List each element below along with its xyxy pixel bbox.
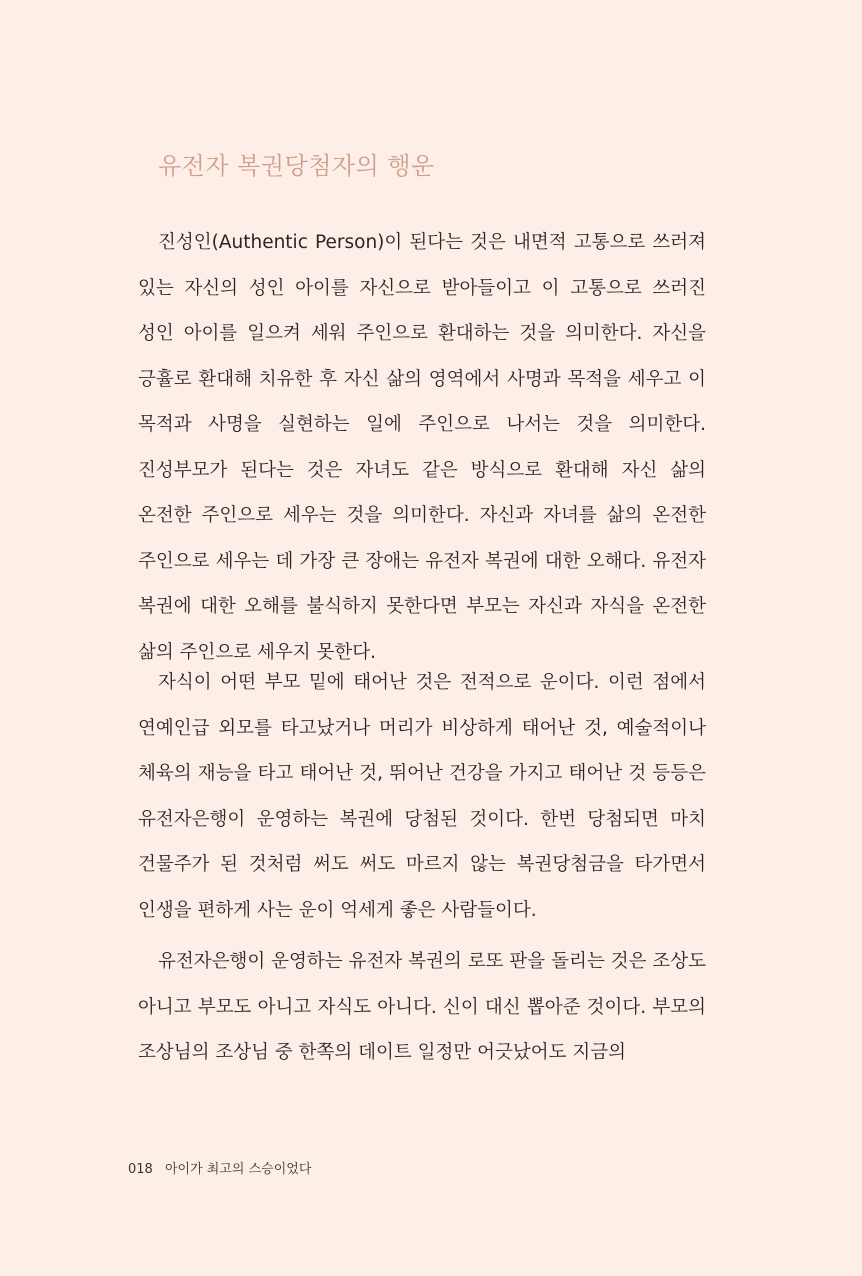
page-number: 018 bbox=[128, 1162, 153, 1177]
body-paragraph-3: 유전자은행이 운영하는 유전자 복권의 로또 판을 돌리는 것은 조상도 아니고 부모도 아니고 자식도 아니다. 신이 대신 뽑아준 것이다. 부모의 조상님의 조상님 중 한쪽의 데이트 일정만 어긋났어도 지금의 bbox=[138, 951, 706, 1063]
page-title: 유전자 복권당첨자의 행운 bbox=[158, 152, 435, 180]
page-footer bbox=[128, 1158, 311, 1177]
body-paragraph-1: 진성인(Authentic Person)이 된다는 것은 내면적 고통으로 쓰러져 있는 자신의 성인 아이를 자신으로 받아들이고 이 고통으로 쓰러진 성인 아이를 일으켜 세워 주인으로 환대하는 것을 의미한다. 자신을 긍휼로 환대해 치유한 후 자신 삶의 영역에서 사명과 목적을 세우고 이 목적과 사명을 실현하는 일에 주인으로 나서는 것을 의미한다. 진성부모가 된다는 것은 자녀도 같은 방식으로 환대해 자신 삶의 온전한 주인으로 세우는 것을 의미한다. 자신과 자녀를 삶의 온전한 주인으로 세우는 데 가장 큰 장애는 유전자 복권에 대한 오해다. 유전자 복권에 대한 오해를 불식하지 못한다면 부모는 자신과 자식을 온전한 삶의 주인으로 세우지 못한다. bbox=[138, 232, 706, 663]
running-book-title: 아이가 최고의 스승이었다 bbox=[164, 1162, 312, 1177]
body-paragraph-2: 자식이 어떤 부모 밑에 태어난 것은 전적으로 운이다. 이런 점에서 연예인급 외모를 타고났거나 머리가 비상하게 태어난 것, 예술적이나 체육의 재능을 타고 태어난 것, 뛰어난 건강을 가지고 태어난 것 등등은 유전자은행이 운영하는 복권에 당첨된 것이다. 한번 당첨되면 마치 건물주가 된 것처럼 써도 써도 마르지 않는 복권당첨금을 타가면서 인생을 편하게 사는 운이 억세게 좋은 사람들이다. bbox=[138, 672, 706, 921]
